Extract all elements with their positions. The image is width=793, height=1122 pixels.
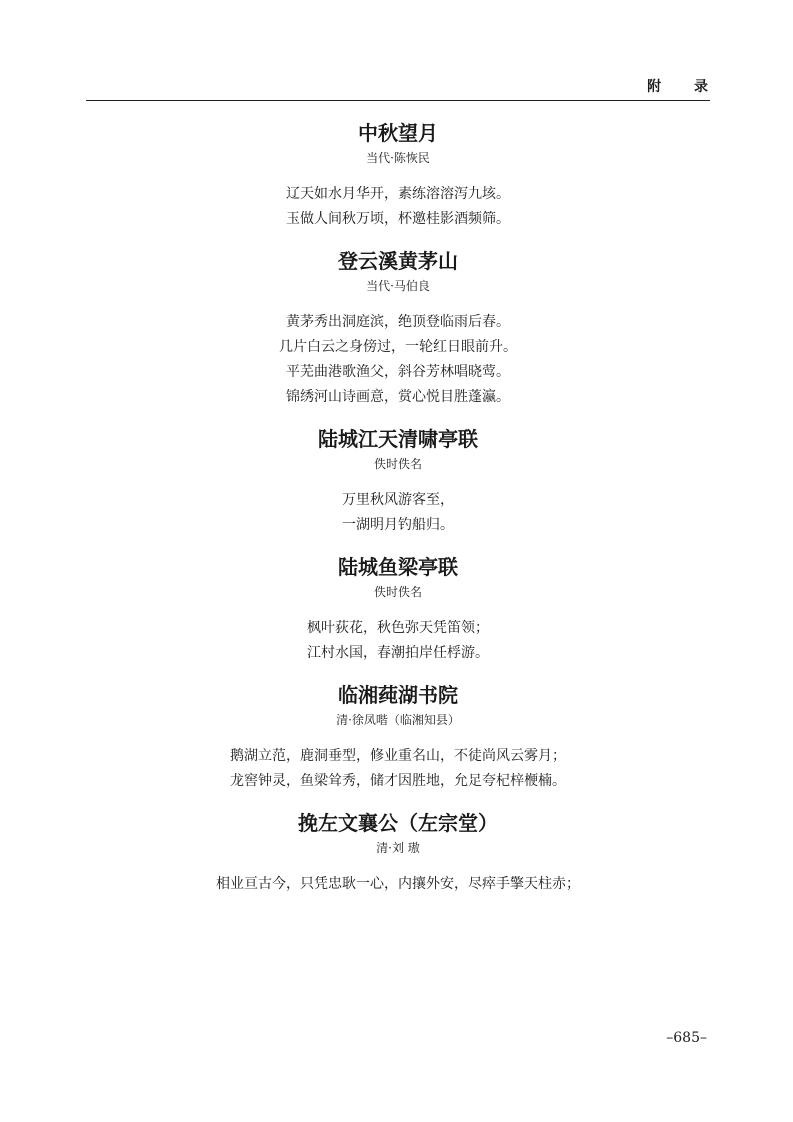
poem-line: 万里秋风游客至， <box>342 492 454 508</box>
poem-line: 锦绣河山诗画意，赏心悦目胜蓬瀛。 <box>286 389 510 405</box>
poem-1 <box>86 118 710 232</box>
poem-line: 一湖明月钓船归。 <box>342 517 454 533</box>
poem-title: 临湘莼湖书院 <box>338 683 458 707</box>
poem-lines <box>86 182 710 232</box>
poem-lines <box>86 310 710 410</box>
poem-line: 鹅湖立范，鹿洞垂型，修业重名山，不徒尚风云雾月； <box>230 748 566 764</box>
poem-title: 陆城鱼梁亭联 <box>338 555 458 579</box>
poem-author: 清·徐凤喈（临湘知县） <box>336 713 460 727</box>
poem-lines <box>86 744 710 794</box>
poem-line: 几片白云之身傍过，一轮红日眼前升。 <box>279 339 517 355</box>
poem-3 <box>86 424 710 538</box>
poem-line: 黄茅秀出洞庭滨，绝顶登临雨后春。 <box>286 314 510 330</box>
poem-line: 枫叶荻花，秋色弥天凭笛领； <box>307 620 489 636</box>
poem-5 <box>86 680 710 794</box>
poem-line: 辽天如水月华开，素练溶溶泻九垓。 <box>286 186 510 202</box>
poem-4 <box>86 552 710 666</box>
poem-title: 中秋望月 <box>358 121 438 145</box>
poem-title: 登云溪黄茅山 <box>338 249 458 273</box>
poem-author: 佚时佚名 <box>373 457 422 471</box>
poem-lines <box>86 872 710 897</box>
poem-author: 清·刘 璈 <box>376 841 420 855</box>
poem-line: 平芜曲港歌渔父，斜谷芳林唱晓莺。 <box>286 364 510 380</box>
poem-line: 江村水国，春潮拍岸任桴游。 <box>307 645 489 661</box>
poem-lines <box>86 616 710 666</box>
poem-lines <box>86 488 710 538</box>
section-title: 附 录 <box>647 79 722 95</box>
poem-line: 相业亘古今，只凭忠耿一心，内攘外安，尽瘁手擎天柱赤； <box>216 876 580 892</box>
page-header <box>86 72 722 101</box>
poem-line: 玉做人间秋万顷，杯邀桂影酒频筛。 <box>286 211 510 227</box>
page-number: –685– <box>666 1030 707 1046</box>
poem-author: 当代·陈恢民 <box>366 151 430 165</box>
poem-author: 佚时佚名 <box>373 585 422 599</box>
poem-collection <box>86 118 710 897</box>
poem-title: 挽左文襄公（左宗堂） <box>298 811 498 835</box>
poem-title: 陆城江天清啸亭联 <box>318 427 478 451</box>
poem-author: 当代·马伯良 <box>366 279 430 293</box>
poem-6 <box>86 808 710 897</box>
poem-2 <box>86 246 710 410</box>
poem-line: 龙窖钟灵，鱼梁耸秀，储才因胜地，允足夸杞梓楩楠。 <box>230 773 566 789</box>
